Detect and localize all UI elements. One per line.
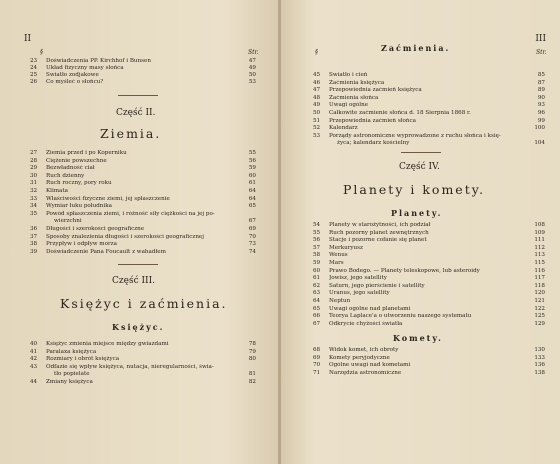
toc-entry-title: Jowisz, jego satellity: [329, 275, 387, 282]
toc-entry-page: 59: [248, 165, 256, 172]
toc-entry-number: 66: [313, 313, 321, 320]
toc-entry-title: Ruch dzienny: [46, 172, 85, 179]
toc-entry-page: [525, 133, 545, 140]
toc-entry: [30, 241, 256, 248]
toc-entry-page: 125: [534, 313, 545, 320]
toc-entry-page: 82: [248, 379, 256, 385]
toc-entry: [30, 341, 256, 348]
toc-entry-page: 116: [534, 267, 545, 274]
toc-entry-title: Odkrycie chyżości światła: [329, 320, 403, 327]
toc-entry: [313, 268, 545, 275]
toc-entry-page: 47: [248, 58, 256, 64]
toc-entry-title: Księżyc zmienia miejsce między gwiazdami: [46, 341, 169, 347]
toc-entry-title: Rozmiary i obrót księżyca: [46, 356, 120, 363]
toc-entry-title: Ogólne uwagi nad kometami: [329, 362, 411, 369]
toc-entry-page: 129: [534, 320, 545, 327]
toc-entry-number: 47: [313, 87, 321, 94]
toc-entry: [313, 80, 545, 87]
toc-entry-page: 111: [534, 237, 545, 244]
toc-entry: [30, 65, 256, 72]
toc-entry-page: 65: [248, 203, 256, 210]
toc-entry: [313, 245, 545, 252]
toc-entry-page: 118: [534, 282, 545, 289]
toc-entry: [30, 203, 256, 210]
toc-entry-title: Stacje i pozorne cofanie się planet: [329, 237, 427, 244]
toc-entry: [313, 133, 545, 140]
toc-entry-number: 51: [313, 117, 321, 124]
toc-entry-title: Mars: [329, 260, 344, 266]
toc-entry-number: 41: [30, 348, 38, 355]
toc-entry-title: Przepowiednia zaćmień księżyca: [329, 87, 422, 94]
toc-entry-number: 48: [313, 94, 321, 101]
toc-entry-number: 49: [313, 102, 321, 109]
part-title: Planety i komety.: [343, 182, 486, 197]
toc-entry-number: 65: [313, 305, 321, 312]
toc-entry-page: [236, 211, 256, 218]
toc-entry: [30, 234, 256, 241]
toc-entry-title: Saturn, jego pierścienie i satellity: [329, 282, 425, 289]
toc-entry: [30, 188, 256, 195]
toc-entry-page: 130: [534, 347, 545, 353]
toc-entry-title: Światło zodjakowe: [46, 72, 99, 78]
toc-entry-title: Widok komet, ich obroty: [329, 347, 399, 353]
toc-entry-page: 70: [248, 233, 256, 240]
part-heading: Część IV.: [399, 162, 440, 172]
part-title: Księżyc i zaćmienia.: [60, 296, 228, 311]
toc-entry: [30, 349, 256, 356]
toc-entry-page: 74: [248, 248, 256, 255]
toc-entry: [30, 173, 256, 180]
toc-entry-title: Zmiany księżyca: [46, 379, 93, 385]
toc-entry-title: Ruch pozorny planet zewnętrznych: [329, 229, 429, 236]
part-heading: Część III.: [112, 276, 156, 286]
toc-entry-page: 60: [248, 172, 256, 179]
toc-entry-title: Teorya Laplace'a o utworzeniu naszego systematu: [329, 313, 472, 320]
toc-entry-title: Kalendarz: [329, 125, 358, 132]
part-heading: Część II.: [116, 108, 156, 118]
toc-entry-page: 56: [248, 157, 256, 164]
toc-entry-number: 24: [30, 65, 38, 71]
toc-entry-page: 67: [248, 218, 256, 225]
toc-entry: [313, 222, 545, 229]
toc-entry-number: 45: [313, 72, 321, 78]
toc-entry-page: 100: [534, 125, 545, 132]
toc-entry: [313, 95, 545, 102]
toc-entry-number: [313, 140, 329, 147]
toc-entry-number: 26: [30, 79, 38, 85]
toc-entry-page: 90: [537, 94, 545, 101]
toc-entry-title: Planety w starożytności, ich podział: [329, 222, 431, 228]
toc-entry-page: 50: [248, 72, 256, 78]
part-title: Ziemia.: [100, 126, 162, 141]
toc-entry-page: 96: [537, 110, 545, 116]
toc-entry-number: 38: [30, 241, 38, 248]
toc-entry: [313, 362, 545, 369]
toc-entry-page: 73: [248, 241, 256, 248]
toc-entry: [313, 260, 545, 267]
toc-entry-page: 133: [534, 354, 545, 361]
toc-entry-page: 53: [248, 79, 256, 85]
toc-entry-title: tło popielate: [54, 371, 90, 378]
toc-entry-page: [236, 364, 256, 371]
toc-entry-title: Wymiar łuku południka: [46, 203, 112, 210]
toc-entry-number: 57: [313, 244, 321, 251]
toc-entry-title: Właściwości fizyczne ziemi, jej spłaszczenie: [46, 195, 170, 202]
toc-entry-page: 78: [248, 341, 256, 347]
toc-entry-number: 44: [30, 379, 38, 385]
toc-entry: [30, 218, 256, 225]
section-heading: Księżyc.: [112, 322, 165, 332]
toc-entry-title: Komety peryjodyczne: [329, 354, 390, 361]
toc-entry-title: Ziemia przed i po Koperniku: [46, 150, 127, 156]
toc-entry: [30, 371, 256, 378]
toc-entry-title: wierzchni: [54, 218, 82, 225]
toc-entry-number: 50: [313, 110, 321, 116]
toc-entry-page: 61: [248, 180, 256, 187]
toc-entry-number: 37: [30, 233, 38, 240]
toc-entry: [30, 249, 256, 256]
toc-entry-number: 61: [313, 275, 321, 282]
toc-entry: [30, 356, 256, 363]
right-page: [281, 0, 560, 464]
toc-entry-page: 64: [248, 188, 256, 194]
toc-entry-number: [30, 371, 46, 378]
toc-entry-number: 59: [313, 260, 321, 266]
toc-entry-number: 30: [30, 172, 38, 179]
toc-entry-number: 60: [313, 267, 321, 274]
toc-entry-number: [30, 218, 46, 225]
toc-entry-number: 68: [313, 347, 321, 353]
toc-entry: [313, 370, 545, 377]
toc-entry-number: 70: [313, 362, 321, 369]
toc-entry-page: 104: [534, 140, 545, 147]
left-page: [0, 0, 279, 464]
toc-entry-page: 87: [537, 79, 545, 86]
toc-entry: [313, 347, 545, 354]
toc-entry-title: Co myśleć o słońcu?: [46, 79, 104, 85]
toc-entry-number: 35: [30, 210, 38, 217]
toc-entry-number: 46: [313, 79, 321, 86]
toc-entry-page: 117: [534, 275, 545, 282]
toc-entry-number: 52: [313, 125, 321, 132]
toc-entry-number: 34: [30, 203, 38, 210]
toc-entry-title: Doświadczenie Pana Foucault z wahadłem: [46, 248, 166, 255]
toc-entry-title: Przepowiednia zaćmień słońca: [329, 117, 416, 124]
toc-entry: [313, 321, 545, 328]
toc-entry: [30, 196, 256, 203]
toc-entry-title: Merkuryusz: [329, 244, 363, 251]
toc-entry-title: Bezwładność ciał: [46, 165, 95, 172]
toc-entry-number: 54: [313, 222, 321, 228]
toc-entry-page: 138: [534, 369, 545, 376]
toc-entry-number: 39: [30, 248, 38, 255]
toc-entry: [313, 102, 545, 109]
toc-entry-page: 89: [537, 87, 545, 94]
toc-entry-title: Paralaxa księżyca: [46, 348, 97, 355]
column-head-section: §: [40, 49, 43, 56]
toc-entry-page: 85: [537, 72, 545, 78]
page-number: II: [24, 34, 32, 44]
toc-entry: [30, 72, 256, 79]
toc-entry-number: 25: [30, 72, 38, 78]
column-head-page: Str.: [248, 49, 259, 56]
toc-entry-title: Uwagi ogólne nad planetami: [329, 305, 411, 312]
toc-entry: [313, 298, 545, 305]
toc-entry: [313, 118, 545, 125]
toc-entry: [30, 379, 256, 386]
toc-entry-number: 29: [30, 165, 38, 172]
toc-entry-title: Zaćmienia słońca: [329, 94, 379, 101]
toc-entry-number: 42: [30, 356, 38, 363]
toc-entry-page: 93: [537, 102, 545, 109]
toc-entry: [313, 306, 545, 313]
toc-entry-page: 80: [248, 356, 256, 363]
toc-entry: [30, 364, 256, 371]
toc-entry: [313, 140, 545, 147]
toc-entry: [313, 87, 545, 94]
toc-entry: [30, 226, 256, 233]
toc-entry-page: 109: [534, 229, 545, 236]
toc-entry: [30, 211, 256, 218]
toc-entry-title: Ruch roczny, pory roku: [46, 180, 112, 187]
toc-entry-page: 108: [534, 222, 545, 228]
toc-entry-title: Układ fizyczny masy słońca: [46, 65, 124, 71]
divider: [118, 95, 158, 96]
toc-entry: [30, 79, 256, 86]
toc-entry-title: Przypływ i odpływ morza: [46, 241, 117, 248]
toc-entry-page: 120: [534, 290, 545, 297]
toc-entry-page: 99: [537, 117, 545, 124]
toc-entry: [313, 237, 545, 244]
toc-entry: [313, 355, 545, 362]
toc-entry-title: Sposoby znalezienia długości i szerokości geograficznej: [46, 233, 204, 240]
toc-entry-number: 32: [30, 188, 38, 194]
toc-entry-number: 58: [313, 252, 321, 259]
page-number: III: [535, 34, 546, 44]
toc-entry-title: Prawo Bodego. — Planety teleskopowe, lub asteroidy: [329, 267, 480, 274]
toc-entry: [30, 180, 256, 187]
toc-entry-page: 121: [534, 298, 545, 304]
toc-entry-page: 113: [534, 252, 545, 259]
section-heading: Zaćmienia.: [381, 43, 451, 53]
toc-entry-title: Porządy astronomiczne wyprowadzone z ruchu słońca i księ-: [329, 132, 501, 139]
toc-entry-title: Całkowite zaćmienie słońca d. 18 Sierpnia 1868 r.: [329, 110, 471, 116]
toc-entry-number: 43: [30, 363, 38, 370]
toc-entry-number: 64: [313, 298, 321, 304]
toc-entry: [313, 313, 545, 320]
toc-entry-number: 69: [313, 354, 321, 361]
toc-entry-number: 56: [313, 237, 321, 244]
toc-entry-title: Powód spłaszczenia ziemi, i różność siły ciężkości na jej po-: [46, 210, 215, 217]
toc-entry: [30, 158, 256, 165]
toc-entry-number: 36: [30, 226, 38, 232]
toc-entry-title: Zaćmienia księżyca: [329, 79, 385, 86]
toc-entry-number: 23: [30, 58, 38, 64]
toc-entry: [30, 150, 256, 157]
toc-entry: [30, 165, 256, 172]
toc-entry-title: Długości i szerokości geograficzne: [46, 226, 145, 232]
column-head-page: Str.: [536, 49, 547, 56]
toc-entry-title: Ciężenie powszechne: [46, 157, 107, 164]
toc-entry-page: 69: [248, 226, 256, 232]
toc-entry-title: Światło i cień: [329, 72, 368, 78]
toc-entry-number: 27: [30, 150, 38, 156]
toc-entry: [30, 58, 256, 65]
toc-entry: [313, 72, 545, 79]
toc-entry-page: 81: [248, 371, 256, 378]
toc-entry-page: 49: [248, 65, 256, 71]
toc-entry-title: Neptun: [329, 298, 351, 304]
toc-entry: [313, 275, 545, 282]
toc-entry-title: Wenus: [329, 252, 348, 259]
toc-entry: [313, 230, 545, 237]
toc-entry-title: Narzędzia astronomiczne: [329, 369, 402, 376]
toc-entry-number: 33: [30, 195, 38, 202]
toc-entry-title: Uwagi ogólne: [329, 102, 369, 109]
toc-entry-number: 63: [313, 290, 321, 297]
toc-entry-page: 122: [534, 305, 545, 312]
toc-entry-page: 64: [248, 195, 256, 202]
toc-entry-title: Klimata: [46, 188, 68, 194]
column-head-section: §: [315, 49, 318, 56]
toc-entry-number: 31: [30, 180, 38, 187]
toc-entry-number: 40: [30, 341, 38, 347]
toc-entry-number: 53: [313, 132, 321, 139]
toc-entry-title: Odfazie się wpływ księżyca, nutacja, nieregularności, świa-: [46, 363, 214, 370]
section-heading: Komety.: [393, 333, 443, 343]
toc-entry-title: Doświadczenia PP. Kirchhof i Bunsen: [46, 58, 151, 64]
toc-entry-page: 112: [534, 244, 545, 251]
toc-entry-title: Uranus, jego satellity: [329, 290, 390, 297]
toc-entry: [313, 252, 545, 259]
toc-entry-number: 71: [313, 369, 321, 376]
toc-entry: [313, 110, 545, 117]
toc-entry-page: 79: [248, 348, 256, 355]
toc-entry-page: 55: [248, 150, 256, 156]
toc-entry: [313, 125, 545, 132]
toc-entry-page: 136: [534, 362, 545, 369]
toc-entry-number: 28: [30, 157, 38, 164]
toc-entry-page: 115: [534, 260, 545, 266]
toc-entry-number: 62: [313, 282, 321, 289]
section-heading: Planety.: [391, 208, 443, 218]
toc-entry-title: życa; kalendarz kościelny: [337, 140, 410, 147]
toc-entry-number: 67: [313, 320, 321, 327]
divider: [118, 264, 158, 265]
toc-entry-number: 55: [313, 229, 321, 236]
divider: [401, 152, 441, 153]
toc-entry: [313, 290, 545, 297]
toc-entry: [313, 283, 545, 290]
